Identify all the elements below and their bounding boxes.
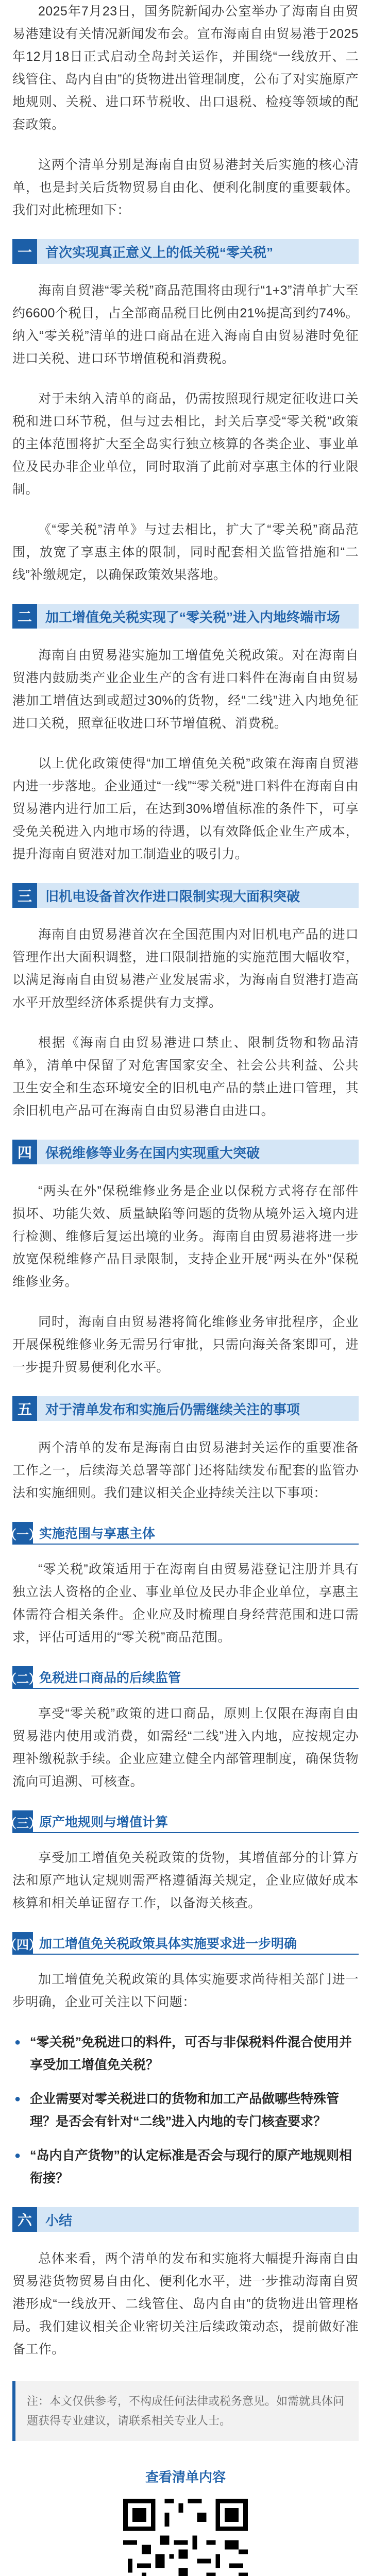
section-header [12, 1396, 359, 1421]
body-paragraph: 根据《海南自由贸易港进口禁止、限制货物和物品清单》，清单中保留了对危害国家安全、社会公共利益、公共卫生安全和生态环境安全的旧机电产品的禁止进口管理，其余旧机电产品可在海南自由贸易港自由进口。 [12, 1036, 359, 1118]
subsection-title: 原产地规则与增值计算 [33, 1810, 359, 1833]
subsection-title: 免税进口商品的后续监管 [33, 1666, 359, 1689]
subsection-number: （四） [12, 1932, 33, 1955]
subsection-title: 加工增值免关税政策具体实施要求进一步明确 [33, 1932, 359, 1955]
section-title: 小结 [37, 2207, 359, 2232]
qr-code-icon[interactable] [119, 2494, 252, 2576]
subsection-header [4, 1666, 359, 1689]
section-number: 六 [12, 2207, 37, 2232]
body-paragraph: “两头在外”保税维修业务是企业以保税方式将存在部件损坏、功能失效、质量缺陷等问题的货物从境外运入境内进行检测、维修后复运出境的业务。海南自由贸易港将进一步放宽保税维修产品目录限制，支持企业开展“两头在外”保税维修业务。 [12, 1184, 359, 1289]
subsection-title: 实施范围与享惠主体 [33, 1522, 359, 1545]
section-number: 四 [12, 1140, 37, 1164]
subsection-number: （二） [12, 1666, 33, 1689]
section-number: 二 [12, 604, 37, 629]
body-paragraph: 同时，海南自由贸易港将简化维修业务审批程序，企业开展保税维修业务无需另行审批，只需向海关备案即可，进一步提升贸易便利化水平。 [12, 1315, 359, 1375]
section-header [12, 2207, 359, 2232]
subsection-number: （三） [12, 1810, 33, 1833]
qr-block-list [12, 2467, 359, 2576]
intro-paragraph: 这两个清单分别是海南自由贸易港封关后实施的核心清单，也是封关后货物贸易自由化、便利化制度的重要载体。我们对此梳理如下： [12, 158, 359, 217]
body-paragraph: 以上优化政策使得“加工增值免关税”政策在海南自贸港内进一步落地。企业通过“一线”“零关税”进口料件在海南自由贸易港内进行加工后，在达到30%增值标准的条件下，可享受免关税进入内地市场的待遇，以有效降低企业生产成本，提升海南自贸港对加工制造业的吸引力。 [12, 756, 359, 861]
qr-title[interactable]: 查看清单内容 [145, 2469, 226, 2485]
section-title: 旧机电设备首次作进口限制实现大面积突破 [37, 883, 359, 908]
body-paragraph: 两个清单的发布是海南自由贸易港封关运作的重要准备工作之一，后续海关总署等部门还将陆续发布配套的监管办法和实施细则。我们建议相关企业持续关注以下事项： [12, 1440, 359, 1500]
bullet-question: ● “岛内自产货物”的认定标准是否会与现行的原产地规则相衔接？ [12, 2144, 359, 2190]
intro-paragraph: 2025年7月23日，国务院新闻办公室举办了海南自由贸易港建设有关情况新闻发布会。宣布海南自由贸易港于2025年12月18日正式启动全岛封关运作，并围绕“一线放开、二线管住、岛内自由”的货物进出管理制度，公布了对实施原产地规则、关税、进口环节税收、出口退税、检疫等领域的配套政策。 [12, 4, 359, 132]
section-header [12, 1140, 359, 1164]
section-title: 首次实现真正意义上的低关税“零关税” [37, 239, 359, 264]
body-paragraph: 《“零关税”清单》与过去相比，扩大了“零关税”商品范围，放宽了享惠主体的限制，同时配套相关监管措施和“二线”补缴规定，以确保政策效果落地。 [12, 522, 359, 582]
body-paragraph: 加工增值免关税政策的具体实施要求尚待相关部门进一步明确，企业可关注以下问题： [12, 1972, 359, 2009]
body-paragraph: 享受加工增值免关税政策的货物，其增值部分的计算方法和原产地认定规则需严格遵循海关规定，企业应做好成本核算和相关单证留存工作，以备海关核查。 [12, 1851, 359, 1910]
bullet-question: ● 企业需要对零关税进口的货物和加工产品做哪些特殊管理？是否会有针对“二线”进入内地的专门核查要求？ [12, 2088, 359, 2133]
bullet-question: ● “零关税”免税进口的料件，可否与非保税料件混合使用并享受加工增值免关税？ [12, 2031, 359, 2076]
section-title: 保税维修等业务在国内实现重大突破 [37, 1140, 359, 1164]
section-title: 对于清单发布和实施后仍需继续关注的事项 [37, 1396, 359, 1421]
body-paragraph: “零关税”政策适用于在海南自由贸易港登记注册并具有独立法人资格的企业、事业单位及民办非企业单位，享惠主体需符合相关条件。企业应及时梳理自身经营范围和进口需求，评估可适用的“零关税”商品范围。 [12, 1562, 359, 1645]
body-paragraph: 总体来看，两个清单的发布和实施将大幅提升海南自由贸易港货物贸易自由化、便利化水平，进一步推动海南自贸港形成“一线放开、二线管住、岛内自由”的货物进出管理格局。我们建议相关企业密切关注后续政策动态，提前做好准备工作。 [12, 2251, 359, 2357]
body-paragraph: 海南自贸港“零关税”商品范围将由现行“1+3”清单扩大至约6600个税目，占全部商品税目比例由21%提高到约74%。纳入“零关税”清单的进口商品在进入海南自由贸易港时免征进口关税、进口环节增值税和消费税。 [12, 283, 359, 366]
body-paragraph: 对于未纳入清单的商品，仍需按照现行规定征收进口关税和进口环节税，但与过去相比，封关后享受“零关税”政策的主体范围将扩大至全岛实行独立核算的各类企业、事业单位及民办非企业单位，同时取消了此前对享惠主体的行业限制。 [12, 392, 359, 497]
section-number: 三 [12, 883, 37, 908]
section-header [12, 239, 359, 264]
section-number: 五 [12, 1396, 37, 1421]
section-header [12, 604, 359, 629]
subsection-header [4, 1932, 359, 1955]
subsection-header [4, 1810, 359, 1833]
body-paragraph: 享受“零关税”政策的进口商品，原则上仅限在海南自由贸易港内使用或消费，如需经“二线”进入内地，应按规定办理补缴税款手续。企业应建立健全内部管理制度，确保货物流向可追溯、可核查。 [12, 1706, 359, 1789]
body-paragraph: 海南自由贸易港实施加工增值免关税政策。对在海南自贸港内鼓励类产业企业生产的含有进口料件在海南自由贸易港加工增值达到或超过30%的货物，经“二线”进入内地免征进口关税，照章征收进口环节增值税、消费税。 [12, 648, 359, 731]
section-number: 一 [12, 239, 37, 264]
section-header [12, 883, 359, 908]
subsection-header [4, 1522, 359, 1545]
body-paragraph: 海南自由贸易港首次在全国范围内对旧机电产品的进口管理作出大面积调整，进口限制措施的实施范围大幅收窄，以满足海南自由贸易港产业发展需求，为海南自贸港打造高水平开放型经济体系提供有力支撑。 [12, 927, 359, 1010]
disclaimer-note: 注：本文仅供参考，不构成任何法律或税务意见。如需就具体问题获得专业建议，请联系相关专业人士。 [12, 2381, 359, 2441]
subsection-number: （一） [12, 1522, 33, 1545]
section-title: 加工增值免关税实现了“零关税”进入内地终端市场 [37, 604, 359, 629]
